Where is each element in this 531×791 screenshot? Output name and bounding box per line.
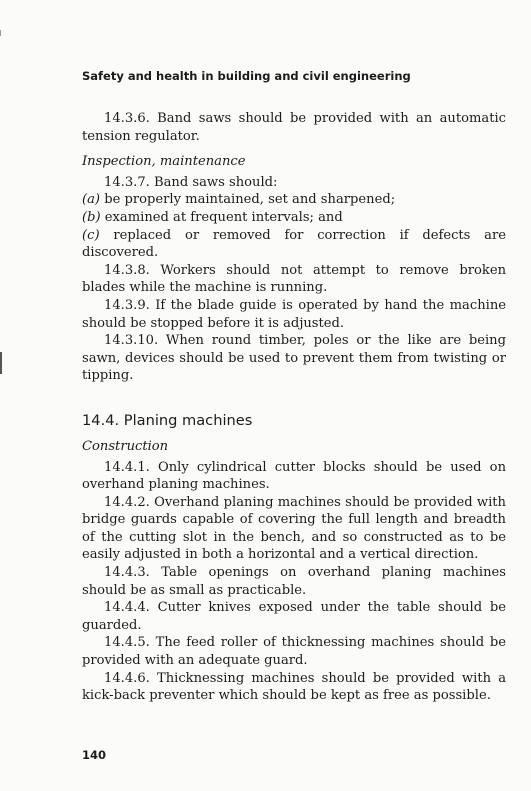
body-text <box>82 110 506 705</box>
paragraph-14-4-6: 14.4.6. Thicknessing machines should be provided with a kick-back preventer which should be kept as free as possible. <box>82 670 506 704</box>
running-head: Safety and health in building and civil engineering <box>82 69 411 83</box>
paragraph-14-4-2: 14.4.2. Overhand planing machines should be provided with bridge guards capable of covering the full length and breadth of the cutting slot in the bench, and so constructed as to be easily adjusted in both a horizontal and a vertical direction. <box>82 494 506 563</box>
paragraph-14-3-6: 14.3.6. Band saws should be provided with an automatic tension regulator. <box>82 111 506 144</box>
list-item-c-text: replaced or removed for correction if defects are discovered. <box>82 227 506 261</box>
scan-edge-mark <box>0 30 1 36</box>
subheading-inspection-maintenance: Inspection, maintenance <box>82 154 246 170</box>
paragraph-14-4-3: 14.4.3. Table openings on overhand planing machines should be as small as practicable. <box>82 565 506 598</box>
paragraph-14-3-8: 14.3.8. Workers should not attempt to remove broken blades while the machine is running. <box>82 262 506 296</box>
list-item-b <box>82 209 506 227</box>
list-item-a-label: (a) <box>82 192 101 208</box>
list-item-b-label: (b) <box>82 209 101 225</box>
list-item-a <box>82 191 506 209</box>
paragraph-14-3-10: 14.3.10. When round timber, poles or the like are being sawn, devices should be used to prevent them from twisting or tipping. <box>82 333 506 384</box>
list-item-c <box>82 227 506 262</box>
paragraph-14-3-7: 14.3.7. Band saws should: <box>104 174 278 190</box>
paragraph-14-3-9: 14.3.9. If the blade guide is operated by hand the machine should be stopped before it is adjusted. <box>82 297 506 331</box>
page-number: 140 <box>82 748 107 762</box>
list-item-a-text: be properly maintained, set and sharpened; <box>100 192 396 208</box>
paragraph-14-4-4: 14.4.4. Cutter knives exposed under the table should be guarded. <box>82 600 506 633</box>
subheading-construction: Construction <box>82 438 169 454</box>
list-item-b-text: examined at frequent intervals; and <box>100 209 343 225</box>
scan-edge-mark <box>0 352 2 374</box>
section-heading-planing-machines: 14.4. Planing machines <box>82 411 253 429</box>
paragraph-14-4-5: 14.4.5. The feed roller of thicknessing machines should be provided with an adequate guard. <box>82 635 506 669</box>
paragraph-14-4-1: 14.4.1. Only cylindrical cutter blocks should be used on overhand planing machines. <box>82 459 506 493</box>
list-item-c-label: (c) <box>82 227 100 243</box>
